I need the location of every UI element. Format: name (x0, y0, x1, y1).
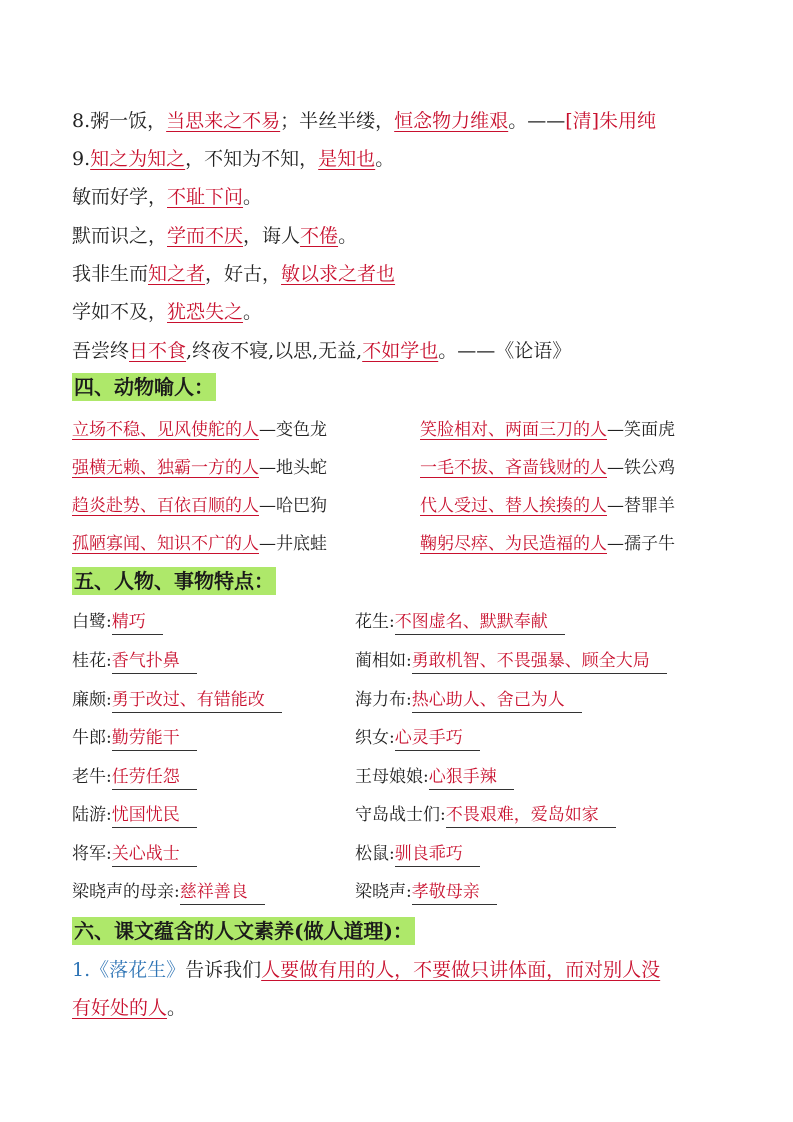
lesson-title: 1.《落花生》 (72, 959, 186, 981)
trait-item (72, 880, 265, 905)
trait-answer: 精巧 (112, 610, 163, 635)
trait-item (72, 610, 163, 635)
animal-name: —铁公鸡 (607, 458, 675, 478)
prompt-text: 学如不及， (72, 301, 168, 323)
metaphor-description: 一毛不拔、吝啬钱财的人 (420, 458, 607, 478)
metaphor-description: 代人受过、替人挨揍的人 (420, 496, 607, 516)
character-name: 老牛: (72, 767, 112, 787)
character-name: 守岛战士们: (355, 805, 446, 825)
trait-item (72, 726, 197, 751)
trait-answer: 关心战士 (112, 842, 197, 867)
section5-heading: 五、人物、事物特点： (74, 569, 274, 593)
trait-answer: 心狠手辣 (429, 765, 514, 790)
animal-name: —哈巴狗 (259, 496, 327, 516)
lesson-verb: 告诉我们 (185, 959, 262, 981)
character-name: 牛郎: (72, 728, 112, 748)
answer-text: 是知也 (318, 148, 376, 170)
lesson-end: 。 (167, 997, 187, 1019)
answer-text: 敏以求之者也 (281, 263, 396, 285)
character-name: 海力布: (355, 690, 412, 710)
poem-line (72, 146, 394, 172)
prompt-text: 。 (375, 148, 395, 170)
lesson-answer-part2: 有好处的人 (72, 997, 168, 1019)
poem-line (72, 338, 571, 364)
answer-text: 知之者 (148, 263, 206, 285)
prompt-text: ，不知为不知， (185, 148, 319, 170)
metaphor-description: 立场不稳、见风使舵的人 (72, 420, 259, 440)
character-name: 白鹭: (72, 612, 112, 632)
prompt-text: 8.粥一饭， (72, 110, 167, 132)
prompt-text: ；半丝半缕， (280, 110, 395, 132)
trait-item (355, 803, 616, 828)
trait-item (355, 688, 582, 713)
animal-name: —地头蛇 (259, 458, 327, 478)
animal-name: —孺子牛 (607, 534, 675, 554)
character-name: 王母娘娘: (355, 767, 429, 787)
prompt-text: ,终夜不寝,以思,无益, (186, 340, 363, 362)
trait-item (72, 842, 197, 867)
character-name: 陆游: (72, 805, 112, 825)
trait-item (72, 765, 197, 790)
character-name: 廉颇: (72, 690, 112, 710)
answer-text: 学而不厌 (167, 225, 244, 247)
prompt-text: 。——[清]朱用纯 (508, 110, 657, 132)
metaphor-description: 鞠躬尽瘁、为民造福的人 (420, 534, 607, 554)
prompt-text: 吾尝终 (72, 340, 130, 362)
trait-answer: 勇于改过、有错能改 (112, 688, 282, 713)
character-name: 将军: (72, 844, 112, 864)
prompt-text: 。 (243, 301, 263, 323)
trait-answer: 不图虚名、默默奉献 (395, 610, 565, 635)
prompt-text: ，诲人 (243, 225, 301, 247)
animal-metaphor-item (72, 418, 327, 442)
trait-answer: 任劳任怨 (112, 765, 197, 790)
poem-line (72, 108, 656, 134)
section6-item1 (72, 957, 660, 983)
character-name: 桂花: (72, 651, 112, 671)
character-name: 梁晓声: (355, 882, 412, 902)
poem-line (72, 223, 357, 249)
lesson-answer-part1: 人要做有用的人，不要做只讲体面，而对别人没 (261, 959, 661, 981)
trait-answer: 忧国忧民 (112, 803, 197, 828)
metaphor-description: 孤陋寡闻、知识不广的人 (72, 534, 259, 554)
prompt-text: ，好古， (205, 263, 282, 285)
trait-answer: 慈祥善良 (180, 880, 265, 905)
trait-answer: 孝敬母亲 (412, 880, 497, 905)
prompt-text: 。 (338, 225, 358, 247)
answer-text: 知之为知之 (90, 148, 186, 170)
animal-name: —笑面虎 (607, 420, 675, 440)
trait-item (72, 688, 282, 713)
answer-text: 恒念物力维艰 (394, 110, 509, 132)
animal-metaphor-item (420, 532, 675, 556)
animal-name: —替罪羊 (607, 496, 675, 516)
metaphor-description: 笑脸相对、两面三刀的人 (420, 420, 607, 440)
poem-line (72, 261, 395, 287)
animal-name: —井底蛙 (259, 534, 327, 554)
answer-text: 不耻下问 (167, 186, 244, 208)
character-name: 梁晓声的母亲: (72, 882, 180, 902)
answer-text: 不倦 (300, 225, 339, 247)
metaphor-description: 强横无赖、独霸一方的人 (72, 458, 259, 478)
metaphor-description: 趋炎赴势、百依百顺的人 (72, 496, 259, 516)
animal-name: —变色龙 (259, 420, 327, 440)
section6-item1-cont (72, 995, 186, 1021)
character-name: 花生: (355, 612, 395, 632)
trait-answer: 心灵手巧 (395, 726, 480, 751)
trait-item (355, 765, 514, 790)
trait-item (355, 649, 667, 674)
trait-item (355, 880, 497, 905)
animal-metaphor-item (72, 494, 327, 518)
trait-answer: 勤劳能干 (112, 726, 197, 751)
trait-item (72, 649, 197, 674)
answer-text: 不如学也 (362, 340, 439, 362)
character-name: 松鼠: (355, 844, 395, 864)
prompt-text: 默而识之， (72, 225, 168, 247)
answer-text: 当思来之不易 (166, 110, 281, 132)
trait-answer: 勇敢机智、不畏强暴、顾全大局 (412, 649, 667, 674)
trait-answer: 热心助人、舍己为人 (412, 688, 582, 713)
section6-heading: 六、课文蕴含的人文素养(做人道理)： (74, 919, 413, 943)
character-name: 蔺相如: (355, 651, 412, 671)
poem-line (72, 299, 262, 325)
section4-heading: 四、动物喻人： (74, 375, 214, 399)
animal-metaphor-item (420, 418, 675, 442)
prompt-text: 9. (72, 148, 91, 170)
trait-answer: 驯良乖巧 (395, 842, 480, 867)
trait-answer: 不畏艰难，爱岛如家 (446, 803, 616, 828)
character-name: 织女: (355, 728, 395, 748)
prompt-text: 。——《论语》 (438, 340, 572, 362)
prompt-text: 敏而好学， (72, 186, 168, 208)
trait-item (355, 726, 480, 751)
animal-metaphor-item (72, 532, 327, 556)
poem-line (72, 184, 262, 210)
animal-metaphor-item (72, 456, 327, 480)
trait-item (72, 803, 197, 828)
trait-item (355, 610, 565, 635)
animal-metaphor-item (420, 494, 675, 518)
prompt-text: 我非生而 (72, 263, 149, 285)
answer-text: 日不食 (129, 340, 187, 362)
animal-metaphor-item (420, 456, 675, 480)
answer-text: 犹恐失之 (167, 301, 244, 323)
trait-answer: 香气扑鼻 (112, 649, 197, 674)
trait-item (355, 842, 480, 867)
prompt-text: 。 (243, 186, 263, 208)
